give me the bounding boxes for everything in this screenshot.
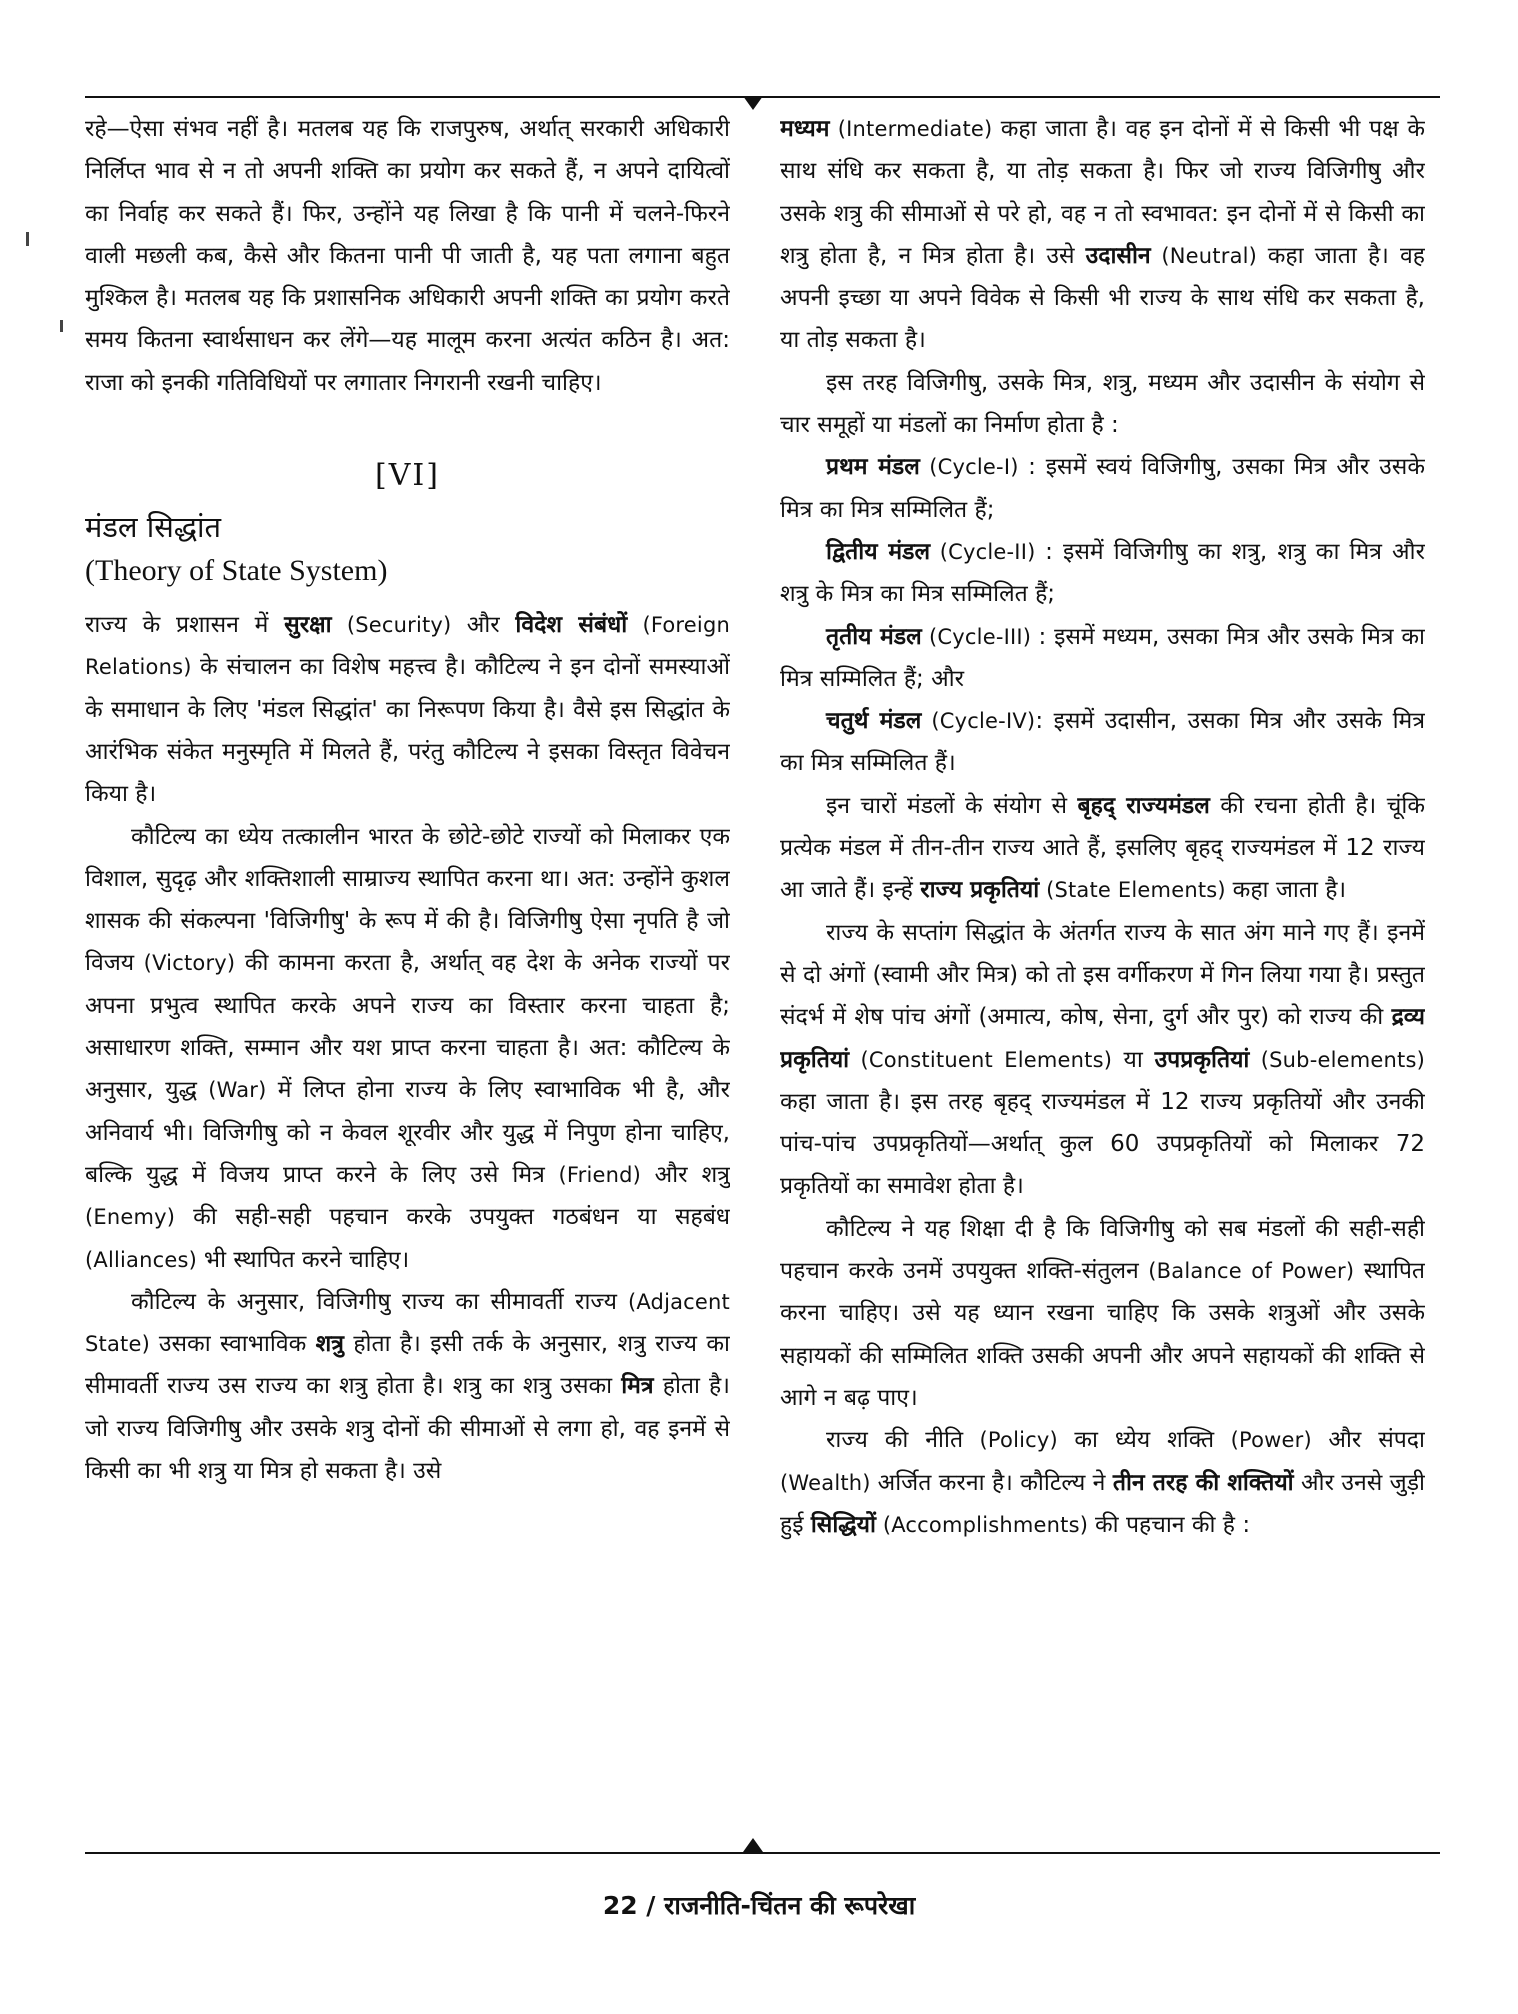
mandal-item: चतुर्थ मंडल (Cycle-IV): इसमें उदासीन, उसका मित्र और उसके मित्र का मित्र सम्मिलित हैं।: [780, 708, 1425, 777]
paragraph: राज्य के प्रशासन में सुरक्षा (Security) और विदेश संबंधों (Foreign Relations) के संचालन का विशेष महत्त्व है। कौटिल्य ने इन दोनों समस्याओं के समाधान के लिए 'मंडल सिद्धांत' का निरूपण किया है। वैसे इस सिद्धांत के आरंभिक संकेत मनुस्मृति में मिलते हैं, परंतु कौटिल्य ने इसका विस्तृत विवेचन किया है।: [85, 612, 730, 808]
paragraph: राज्य के सप्तांग सिद्धांत के अंतर्गत राज्य के सात अंग माने गए हैं। इनमें से दो अंगों (स्वामी और मित्र) को तो इस वर्गीकरण में गिन लिया गया है। प्रस्तुत संदर्भ में शेष पांच अंगों (अमात्य, कोष, सेना, दुर्ग और पुर) को राज्य की द्रव्य प्रकृतियां (Constituent Elements) या उपप्रकृतियां (Sub-elements) कहा जाता है। इस तरह बृहद् राज्यमंडल में 12 राज्य प्रकृतियों और उनकी पांच-पांच उपप्रकृतियों—अर्थात् कुल 60 उपप्रकृतियों को मिलाकर 72 प्रकृतियों का समावेश होता है।: [780, 919, 1425, 1200]
paragraph: कौटिल्य के अनुसार, विजिगीषु राज्य का सीमावर्ती राज्य (Adjacent State) उसका स्वाभाविक शत्रु होता है। इसी तर्क के अनुसार, शत्रु राज्य का सीमावर्ती राज्य उस राज्य का शत्रु होता है। शत्रु का शत्रु उसका मित्र होता है। जो राज्य विजिगीषु और उसके शत्रु दोनों की सीमाओं से लगा हो, वह इनमें से किसी का भी शत्रु या मित्र हो सकता है। उसे: [85, 1288, 730, 1485]
paragraph: कौटिल्य का ध्येय तत्कालीन भारत के छोटे-छोटे राज्यों को मिलाकर एक विशाल, सुदृढ़ और शक्तिशाली साम्राज्य स्थापित करना था। अत: उन्होंने कुशल शासक की संकल्पना 'विजिगीषु' के रूप में की है। विजिगीषु ऐसा नृपति है जो विजय (Victory) की कामना करता है, अर्थात् वह देश के अनेक राज्यों पर अपना प्रभुत्व स्थापित करके अपने राज्य का विस्तार करना चाहता है; असाधारण शक्ति, सम्मान और यश प्राप्त करना चाहता है। अत: कौटिल्य के अनुसार, युद्ध (War) में लिप्त होना राज्य के लिए स्वाभाविक भी है, और अनिवार्य भी। विजिगीषु को न केवल शूरवीर और युद्ध में निपुण होना चाहिए, बल्कि युद्ध में विजय प्राप्त करने के लिए उसे मित्र (Friend) और शत्रु (Enemy) की सही-सही पहचान करके उपयुक्त गठबंधन या सहबंध (Alliances) भी स्थापित करने चाहिए।: [85, 823, 730, 1273]
paragraph: मध्यम (Intermediate) कहा जाता है। वह इन दोनों में से किसी भी पक्ष के साथ संधि कर सकता है, या तोड़ सकता है। फिर जो राज्य विजिगीषु और उसके शत्रु की सीमाओं से परे हो, वह न तो स्वभावत: इन दोनों में से किसी का शत्रु होता है, न मित्र होता है। उसे उदासीन (Neutral) कहा जाता है। वह अपनी इच्छा या अपने विवेक से किसी भी राज्य के साथ संधि कर सकता है, या तोड़ सकता है।: [780, 116, 1425, 354]
intro-paragraph: रहे—ऐसा संभव नहीं है। मतलब यह कि राजपुरुष, अर्थात् सरकारी अधिकारी निर्लिप्त भाव से न तो अपनी शक्ति का प्रयोग कर सकते हैं, न अपने दायित्वों का निर्वाह कर सकते हैं। फिर, उन्होंने यह लिखा है कि पानी में चलने-फिरने वाली मछली कब, कैसे और कितना पानी पी जाती है, यह पता लगाना बहुत मुश्किल है। मतलब यह कि प्रशासनिक अधिकारी अपनी शक्ति का प्रयोग करते समय कितना स्वार्थसाधन कर लेंगे—यह मालूम करना अत्यंत कठिन है। अत: राजा को इनकी गतिविधियों पर लगातार निगरानी रखनी चाहिए।: [85, 116, 730, 396]
section-title: मंडल सिद्धांत: [85, 510, 222, 545]
paragraph: कौटिल्य ने यह शिक्षा दी है कि विजिगीषु को सब मंडलों की सही-सही पहचान करके उनमें उपयुक्त शक्ति-संतुलन (Balance of Power) स्थापित करना चाहिए। उसे यह ध्यान रखना चाहिए कि उसके शत्रुओं और उसके सहायकों की सम्मिलित शक्ति उसकी अपनी और अपने सहायकों की शक्ति से आगे न बढ़ पाए।: [780, 1215, 1425, 1411]
left-column: [85, 108, 730, 1843]
mandal-item: तृतीय मंडल (Cycle-III) : इसमें मध्यम, उसका मित्र और उसके मित्र का मित्र सम्मिलित हैं; और: [780, 623, 1425, 692]
mandal-item: प्रथम मंडल (Cycle-I) : इसमें स्वयं विजिगीषु, उसका मित्र और उसके मित्र का मित्र सम्मिलित हैं;: [780, 454, 1425, 523]
right-column: [780, 108, 1425, 1843]
top-center-marker: [743, 96, 763, 110]
section-subtitle: (Theory of State System): [85, 554, 388, 588]
scan-artifact: [60, 320, 63, 332]
paragraph: इस तरह विजिगीषु, उसके मित्र, शत्रु, मध्यम और उदासीन के संयोग से चार समूहों या मंडलों का निर्माण होता है :: [780, 369, 1425, 439]
scan-artifact: [26, 232, 29, 246]
mandal-item: द्वितीय मंडल (Cycle-II) : इसमें विजिगीषु का शत्रु, शत्रु का मित्र और शत्रु के मित्र का मित्र सम्मिलित हैं;: [780, 538, 1425, 608]
section-number: [VI]: [375, 458, 440, 494]
paragraph: राज्य की नीति (Policy) का ध्येय शक्ति (Power) और संपदा (Wealth) अर्जित करना है। कौटिल्य ने तीन तरह की शक्तियों और उनसे जुड़ी हुई सिद्धियों (Accomplishments) की पहचान की है :: [780, 1427, 1425, 1538]
bottom-rule: [85, 1852, 1440, 1854]
bottom-center-marker: [743, 1838, 763, 1852]
page-footer: 22 / राजनीति-चिंतन की रूपरेखा: [602, 1891, 916, 1920]
paragraph: इन चारों मंडलों के संयोग से बृहद् राज्यमंडल की रचना होती है। चूंकि प्रत्येक मंडल में तीन-तीन राज्य आते हैं, इसलिए बृहद् राज्यमंडल में 12 राज्य आ जाते हैं। इन्हें राज्य प्रकृतियां (State Elements) कहा जाता है।: [780, 792, 1425, 904]
